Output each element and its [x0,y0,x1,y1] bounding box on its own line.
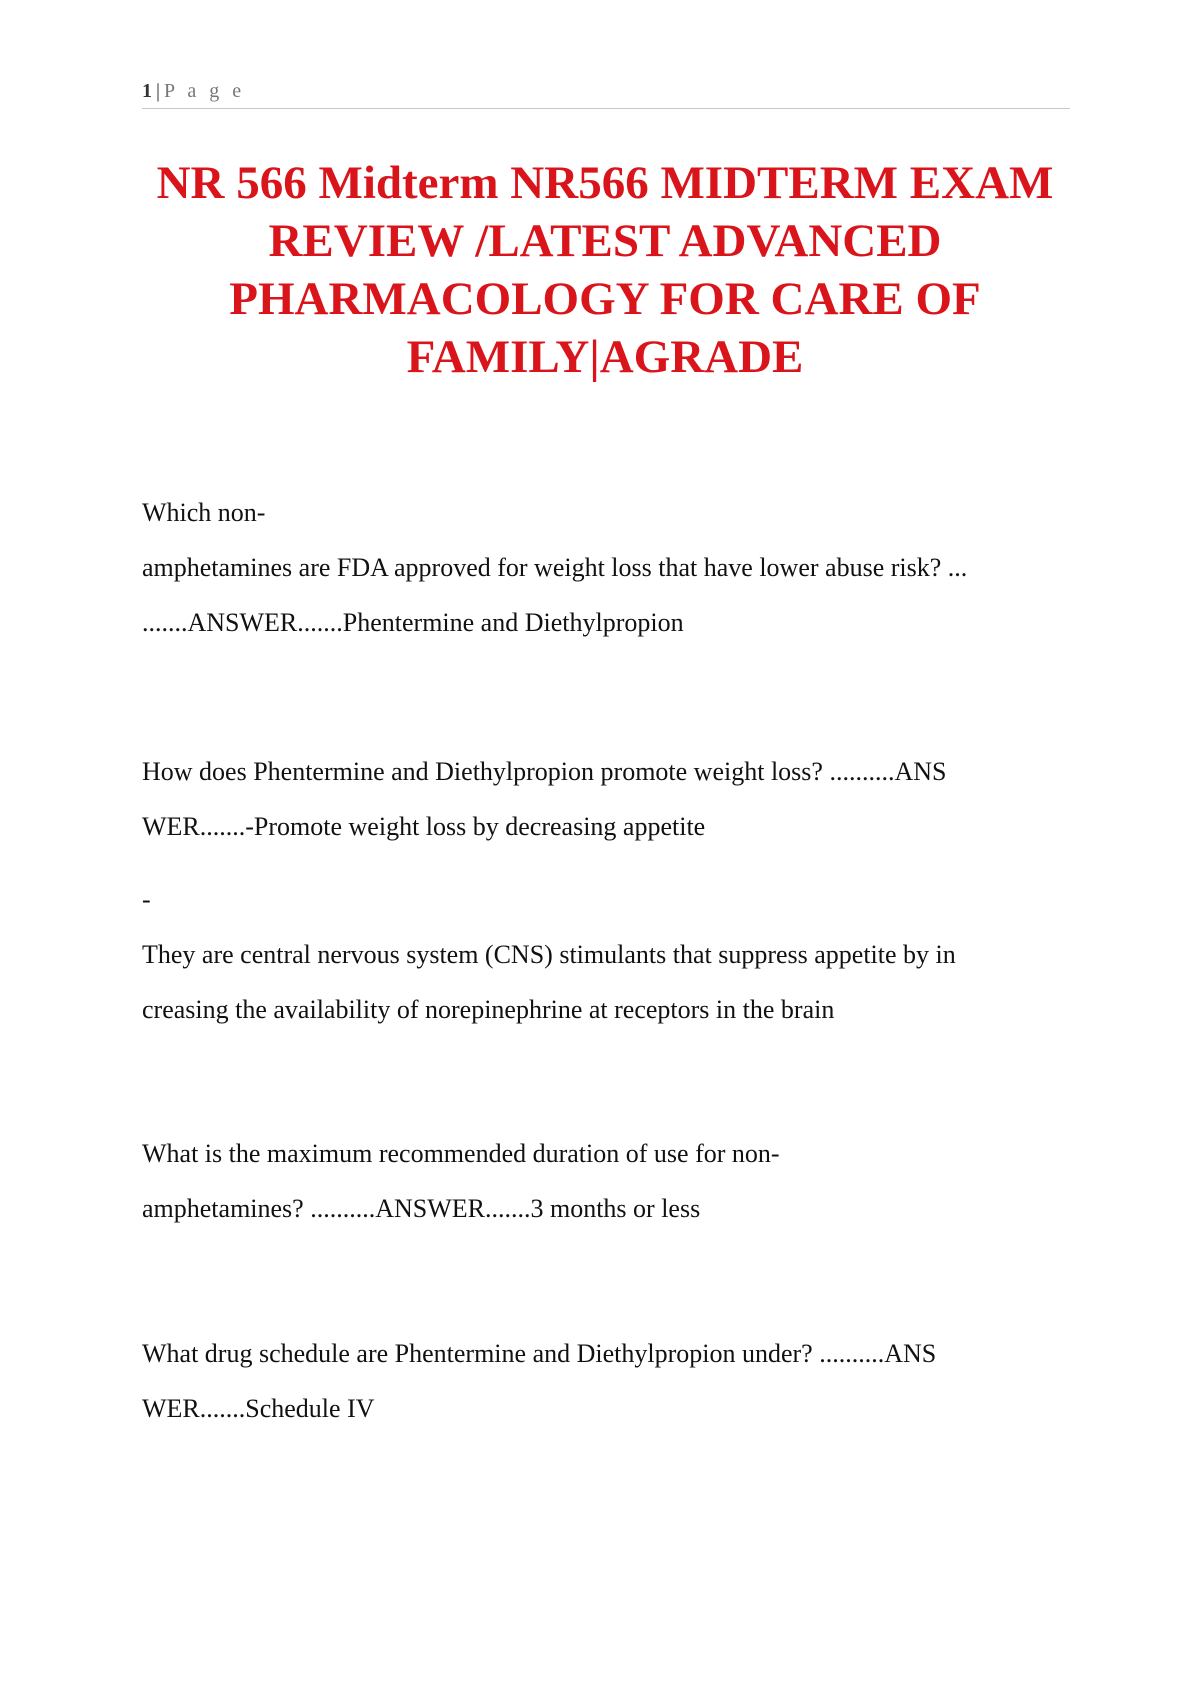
qa-line: What is the maximum recommended duration of use for non- [142,1139,780,1168]
page-number: 1 [142,80,152,102]
qa-line: amphetamines are FDA approved for weight loss that have lower abuse risk? ... [142,553,968,582]
qa-line: How does Phentermine and Diethylpropion promote weight loss? ..........ANS [142,757,947,786]
question-answer-1 [142,485,1072,650]
title-line: FAMILY|AGRADE [406,331,804,383]
qa-line: They are central nervous system (CNS) stimulants that suppress appetite by in [142,940,956,969]
title-line: PHARMACOLOGY FOR CARE OF [229,273,981,325]
qa-line: .......ANSWER.......Phentermine and Diethylpropion [142,608,684,637]
qa-line: WER.......Schedule IV [142,1394,375,1423]
answer-2-continuation [142,872,1072,1037]
qa-line: Which non- [142,498,266,527]
document-title [130,154,1080,386]
qa-line: - [142,885,151,914]
header-separator: | [156,80,161,102]
page-header [142,80,1070,109]
question-answer-3 [142,1126,1072,1236]
title-line: NR 566 Midterm NR566 MIDTERM EXAM [156,157,1054,209]
qa-line: WER.......-Promote weight loss by decreasing appetite [142,812,706,841]
question-answer-4 [142,1326,1072,1436]
qa-line: amphetamines? ..........ANSWER.......3 months or less [142,1194,701,1223]
qa-line: What drug schedule are Phentermine and Diethylpropion under? ..........ANS [142,1339,937,1368]
page-label: P a g e [164,80,246,102]
qa-line: creasing the availability of norepinephrine at receptors in the brain [142,995,835,1024]
question-answer-2 [142,744,1072,854]
title-line: REVIEW /LATEST ADVANCED [268,215,942,267]
